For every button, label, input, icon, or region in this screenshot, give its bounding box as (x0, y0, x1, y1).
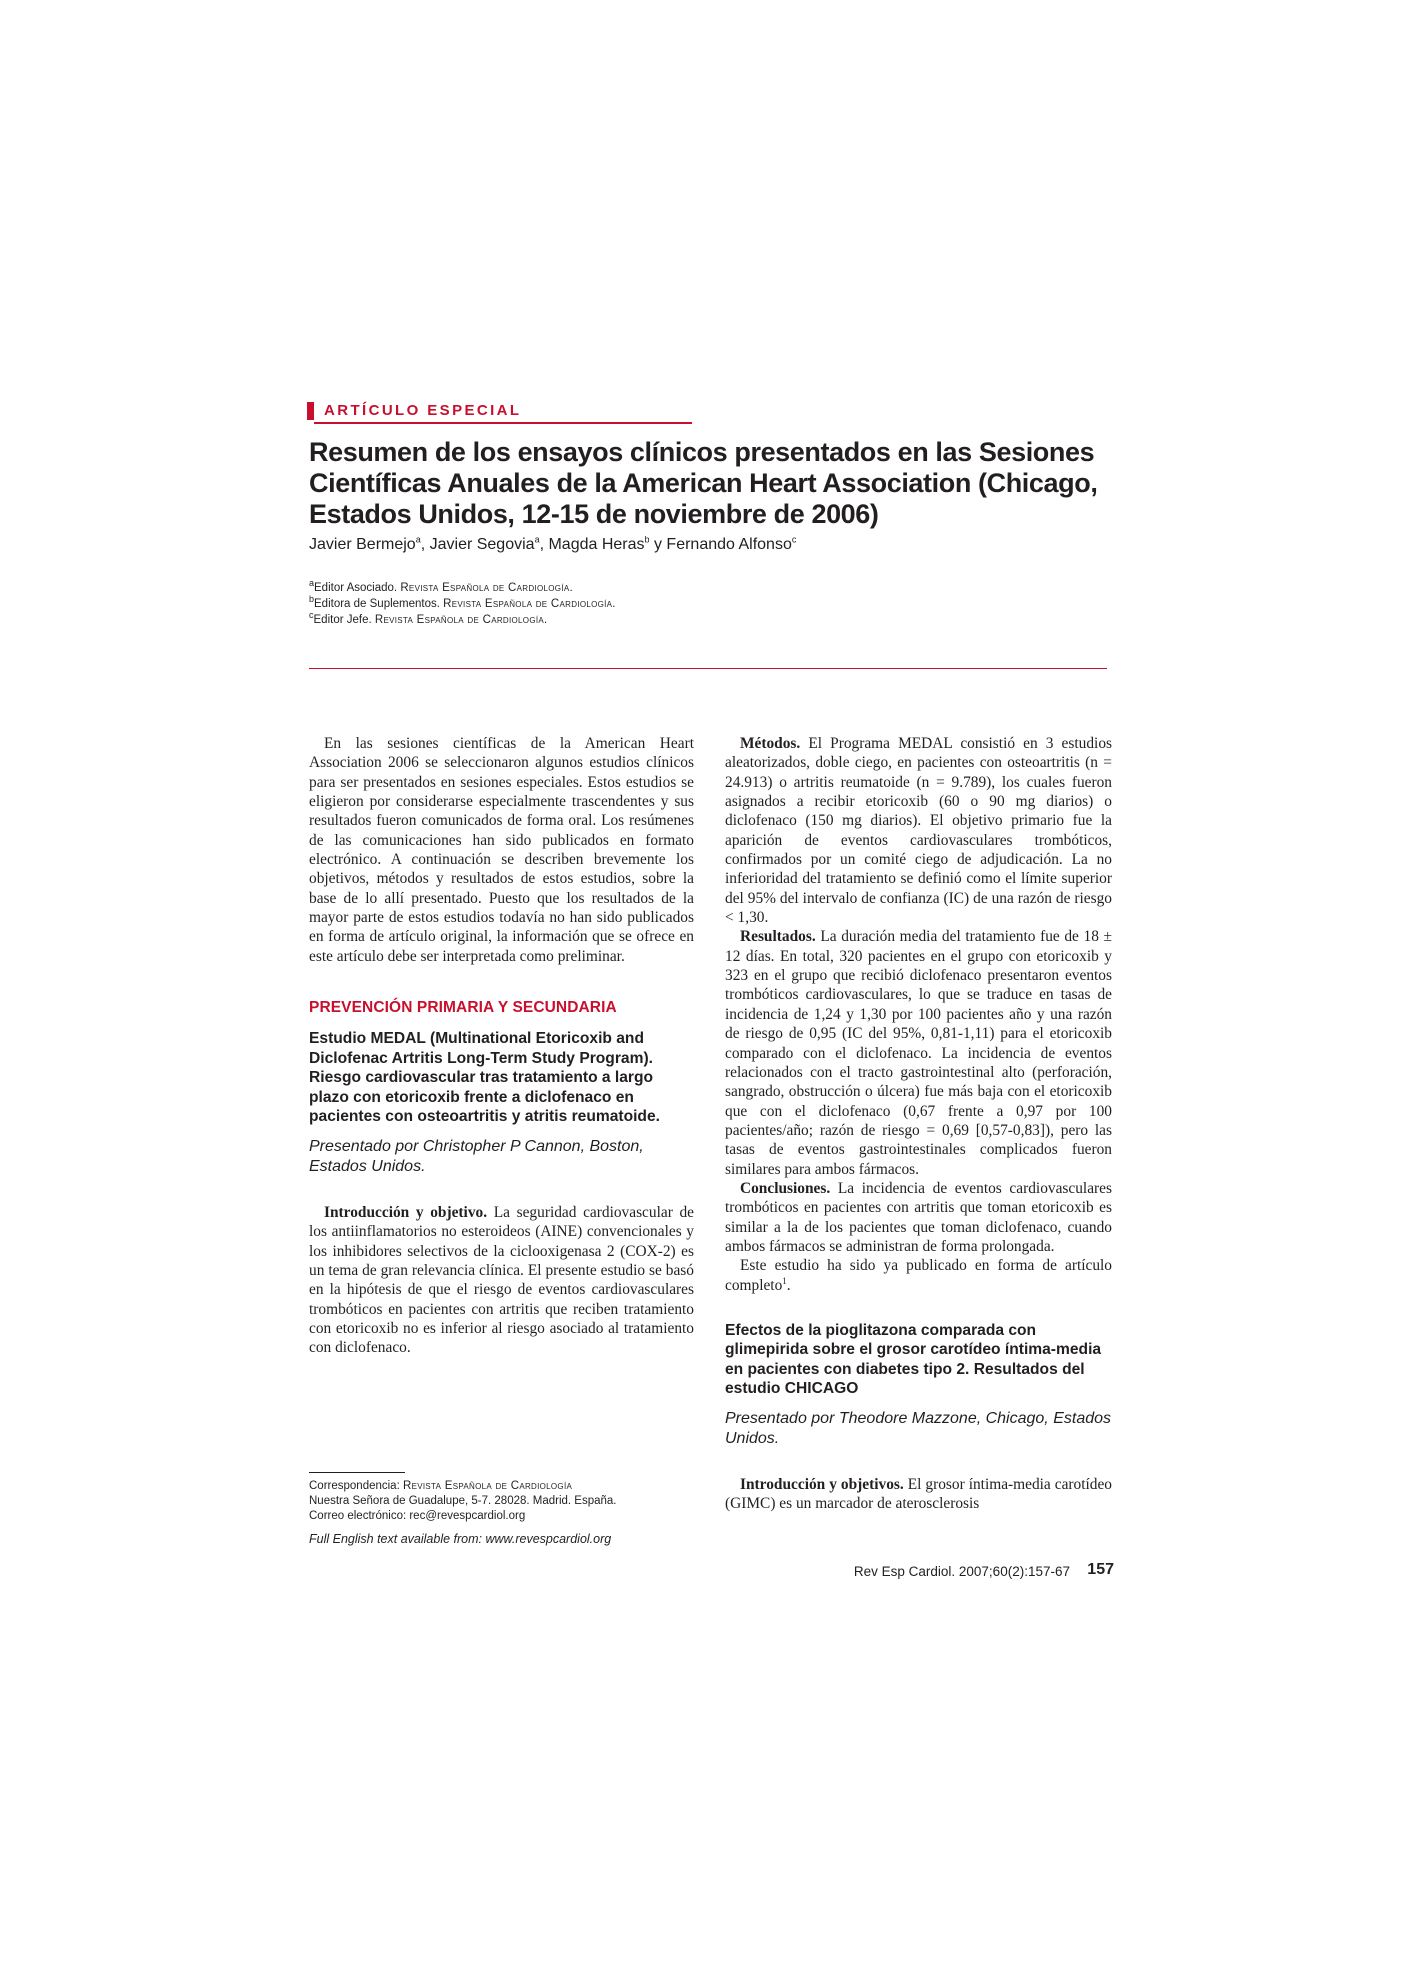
paragraph-lead: Resultados. (740, 928, 816, 946)
affiliation-sup: c (309, 610, 314, 621)
right-column (725, 734, 1112, 1514)
paragraph-text: La duración media del tratamiento fue de 18 ± 12 días. En total, 320 pacientes en el grupo con etoricoxib y 323 en el grupo que recibió diclofenaco presentaron eventos trombóticos cardiovasculares, lo que se traduce en tasas de incidencia de 1,24 y 1,30 por 100 pacientes año y una razón de riesgo de 0,95 (IC del 95%, 0,81-1,11) para el etoricoxib comparado con el diclofenaco. La incidencia de eventos relacionados con el tracto gastrointestinal alto (perforación, sangrado, obstrucción o úlcera) fue más baja con el etoricoxib que con el diclofenaco (0,67 frente a 0,97 por 100 pacientes/año; razón de riesgo = 0,69 [0,57-0,83]), pero las tasas de eventos gastrointestinales complicados fueron similares para ambos fármacos. (725, 928, 1112, 1178)
full-english-note: Full English text available from: www.revespcardiol.org (309, 1532, 612, 1546)
journal-citation: Rev Esp Cardiol. 2007;60(2):157-67 (853, 1564, 1070, 1579)
paragraph-text: Este estudio ha sido ya publicado en forma de artículo completo (725, 1257, 1112, 1294)
reference-sup[interactable]: 1 (782, 1275, 787, 1286)
paragraph-lead: Conclusiones. (740, 1179, 831, 1197)
affiliation-role: Editor Jefe. (313, 614, 372, 626)
correspondence-footnote (309, 1479, 699, 1524)
author-name: Javier Bermejo (309, 536, 416, 553)
author-name: Magda Heras (548, 536, 645, 553)
affiliation-journal: Revista Española de Cardiología. (400, 582, 573, 594)
author-affil-sup: a (415, 534, 421, 545)
page-number: 157 (1087, 1561, 1114, 1578)
author-affil-sup: a (534, 534, 540, 545)
affiliation-role: Editora de Suplementos. (314, 598, 440, 610)
author-name: Fernando Alfonso (666, 536, 792, 553)
paragraph-lead: Introducción y objetivos. (740, 1475, 904, 1493)
section-tag-rule (314, 422, 692, 424)
study-title-medal: Estudio MEDAL (Multinational Etoricoxib and Diclofenac Artritis Long-Term Study Program). Riesgo cardiovascular tras tratamiento a largo plazo con etoricoxib frente a diclofenaco en pacientes con osteoartritis y atritis reumatoide. (309, 1030, 660, 1126)
footnote-label: Correspondencia: (309, 1480, 400, 1492)
article-title: Resumen de los ensayos clínicos presentados en las Sesiones Científicas Anuales de la American Heart Association (Chicago, Estados Unidos, 12-15 de noviembre de 2006) (309, 437, 1098, 529)
header-divider (309, 668, 1107, 669)
paragraph-lead: Introducción y objetivo. (324, 1203, 488, 1221)
footnote-line: Nuestra Señora de Guadalupe, 5-7. 28028. Madrid. España. (309, 1495, 617, 1507)
study-presenter-chicago: Presentado por Theodore Mazzone, Chicago, Estados Unidos. (725, 1409, 1112, 1447)
footnote-rule (309, 1472, 405, 1473)
author-affil-sup: c (791, 534, 797, 545)
section-tag-marker (307, 402, 314, 420)
author-affil-sup: b (644, 534, 650, 545)
results-paragraph (725, 927, 1112, 1178)
intro-paragraph: En las sesiones científicas de la American Heart Association 2006 se seleccionaron algunos estudios clínicos para ser presentados en sesiones especiales. Estos estudios se eligieron por considerarse especialmente trascendentes y sus resultados fueron comunicados de forma oral. Los resúmenes de las comunicaciones han sido publicados en formato electrónico. A continuación se describen brevemente los objetivos, métodos y resultados de estos estudios, sobre la base de lo allí presentado. Puesto que los resultados de la mayor parte de estos estudios todavía no han sido publicados en forma de artículo original, la información que se ofrece en este artículo debe ser interpretada como preliminar. (309, 735, 694, 965)
affiliation-role: Editor Asociado. (314, 582, 398, 594)
methods-paragraph (725, 734, 1112, 927)
paragraph-text: La incidencia de eventos cardiovasculares trombóticos en pacientes con artritis que toman etoricoxib es similar a la de los pacientes que toman diclofenaco, cuando ambos fármacos se administran de forma prolongada. (725, 1179, 1112, 1255)
paragraph-text: El Programa MEDAL consistió en 3 estudios aleatorizados, doble ciego, en pacientes con osteoartritis (n = 24.913) o artritis reumatoide (n = 9.789), los cuales fueron asignados a recibir etoricoxib (60 o 90 mg diarios) o diclofenaco (150 mg diarios). El objetivo primario fue la aparición de eventos cardiovasculares trombóticos, confirmados por un comité ciego de adjudicación. La no inferioridad del tratamiento se definió como el límite superior del 95% del intervalo de confianza (IC) de una razón de riesgo < 1,30. (725, 735, 1112, 927)
published-paragraph (725, 1256, 1112, 1295)
study-intro-paragraph (725, 1475, 1112, 1514)
affiliations (309, 580, 1109, 628)
footnote-journal: Revista Española de Cardiología (402, 1480, 573, 1492)
section-heading: PREVENCIÓN PRIMARIA Y SECUNDARIA (309, 999, 617, 1017)
affiliation-line (309, 612, 1109, 628)
paragraph-text: El grosor íntima-media carotídeo (GIMC) es un marcador de aterosclerosis (725, 1475, 1112, 1513)
affiliation-sup: a (309, 578, 315, 589)
affiliation-line (309, 596, 1109, 612)
paragraph-lead: Métodos. (740, 735, 801, 752)
conclusions-paragraph (725, 1179, 1112, 1256)
author-separator: y (649, 536, 667, 553)
affiliation-sup: b (309, 594, 315, 605)
section-tag (307, 402, 692, 424)
study-intro-paragraph (309, 1203, 694, 1358)
left-column (309, 734, 694, 1358)
paragraph-end: . (786, 1276, 791, 1294)
affiliation-journal: Revista Española de Cardiología. (374, 614, 548, 626)
author-list (309, 535, 1109, 555)
study-title-chicago: Efectos de la pioglitazona comparada con glimepirida sobre el grosor carotídeo íntima-media en pacientes con diabetes tipo 2. Resultados del estudio CHICAGO (725, 1321, 1102, 1398)
footnote-line (309, 1479, 699, 1494)
author-separator: , (539, 536, 549, 553)
study-presenter-medal: Presentado por Christopher P Cannon, Boston, Estados Unidos. (309, 1137, 644, 1175)
affiliation-line (309, 580, 1109, 596)
affiliation-journal: Revista Española de Cardiología. (443, 598, 616, 610)
paragraph-text: La seguridad cardiovascular de los antiinflamatorios no esteroideos (AINE) convencionales y los inhibidores selectivos de la ciclooxigenasa 2 (COX-2) es un tema de gran relevancia clínica. El presente estudio se basó en la hipótesis de que el riesgo de eventos cardiovasculares trombóticos en pacientes con artritis que reciben tratamiento con etoricoxib no es inferior al riesgo asociado al tratamiento con diclofenaco. (309, 1203, 694, 1357)
author-separator: , (420, 536, 430, 553)
footnote-line: Correo electrónico: rec@revespcardiol.org (309, 1510, 526, 1522)
author-name: Javier Segovia (429, 536, 535, 553)
section-tag-label: ARTÍCULO ESPECIAL (324, 402, 522, 419)
